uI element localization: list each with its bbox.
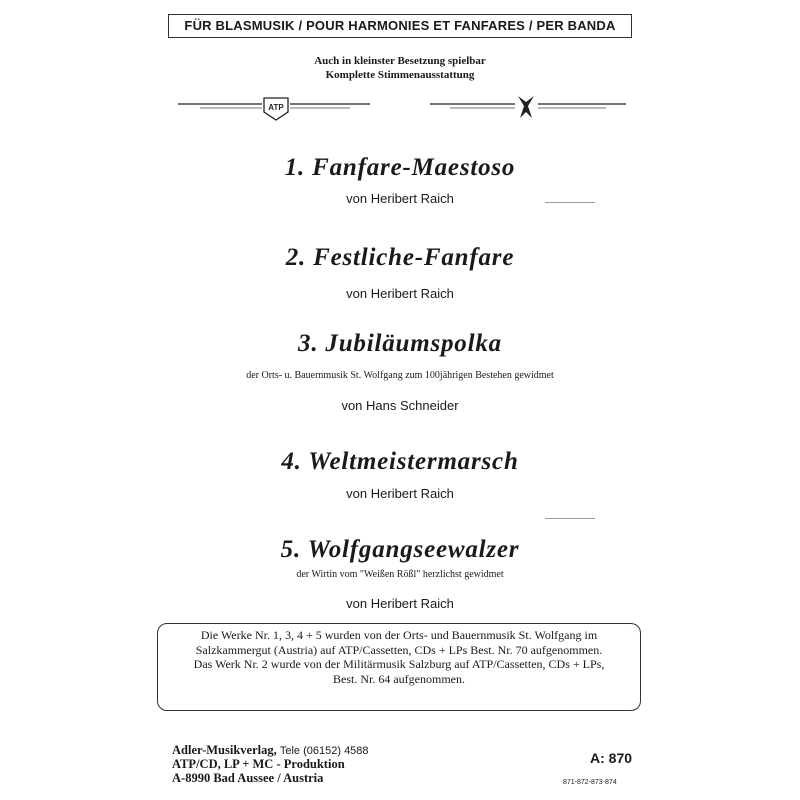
subheading-line-2: Komplette Stimmenausstattung xyxy=(325,69,475,81)
piece-2-title: 2. Festliche-Fanfare xyxy=(285,244,515,271)
piece-1-title: 1. Fanfare-Maestoso xyxy=(284,154,516,181)
publisher-phone: Tele (06152) 4588 xyxy=(279,745,369,757)
notice-line-2: Salzkammergut (Austria) auf ATP/Cassetten, CDs + LPs Best. Nr. 70 aufgenommen. xyxy=(195,642,603,657)
header-banner: FÜR BLASMUSIK / POUR HARMONIES ET FANFARES / PER BANDA xyxy=(168,14,632,38)
publisher-line-1 xyxy=(172,743,369,758)
piece-4-title: 4. Weltmeistermarsch xyxy=(281,448,519,475)
piece-5-dedication: der Wirtin vom "Weißen Rößl" herzlichst gewidmet xyxy=(296,569,504,580)
piece-4-composer: von Heribert Raich xyxy=(346,486,454,501)
eagle-logo-icon xyxy=(518,96,534,118)
publisher-line-2: ATP/CD, LP + MC - Produktion xyxy=(172,757,345,771)
decorative-divider xyxy=(170,92,630,128)
recording-notice-box xyxy=(157,623,641,711)
atp-logo-text: ATP xyxy=(268,103,284,112)
notice-line-3: Das Werk Nr. 2 wurde von der Militärmusik Salzburg auf ATP/Cassetten, CDs + LPs, xyxy=(193,657,605,671)
piece-1-composer: von Heribert Raich xyxy=(346,191,454,206)
piece-5-title: 5. Wolfgangseewalzer xyxy=(280,536,520,563)
scan-mark xyxy=(545,202,595,203)
catalog-numbers: 871-872-873-874 xyxy=(563,779,617,786)
piece-3-composer: von Hans Schneider xyxy=(341,398,459,413)
piece-3-dedication: der Orts- u. Bauernmusik St. Wolfgang zum 100jährigen Bestehen gewidmet xyxy=(246,370,554,381)
scan-mark xyxy=(545,518,595,519)
notice-line-1: Die Werke Nr. 1, 3, 4 + 5 wurden von der Orts- und Bauernmusik St. Wolfgang im xyxy=(200,628,598,642)
catalog-code: A: 870 xyxy=(590,750,633,766)
piece-2-composer: von Heribert Raich xyxy=(346,286,454,301)
piece-3-title: 3. Jubiläumspolka xyxy=(298,330,502,357)
publisher-name: Adler-Musikverlag, xyxy=(172,743,277,757)
atp-logo-icon xyxy=(264,98,288,120)
publisher-line-3: A-8990 Bad Aussee / Austria xyxy=(172,771,324,785)
notice-line-4: Best. Nr. 64 aufgenommen. xyxy=(333,671,465,686)
subheading-line-1: Auch in kleinster Besetzung spielbar xyxy=(314,55,486,67)
piece-5-composer: von Heribert Raich xyxy=(346,596,454,611)
